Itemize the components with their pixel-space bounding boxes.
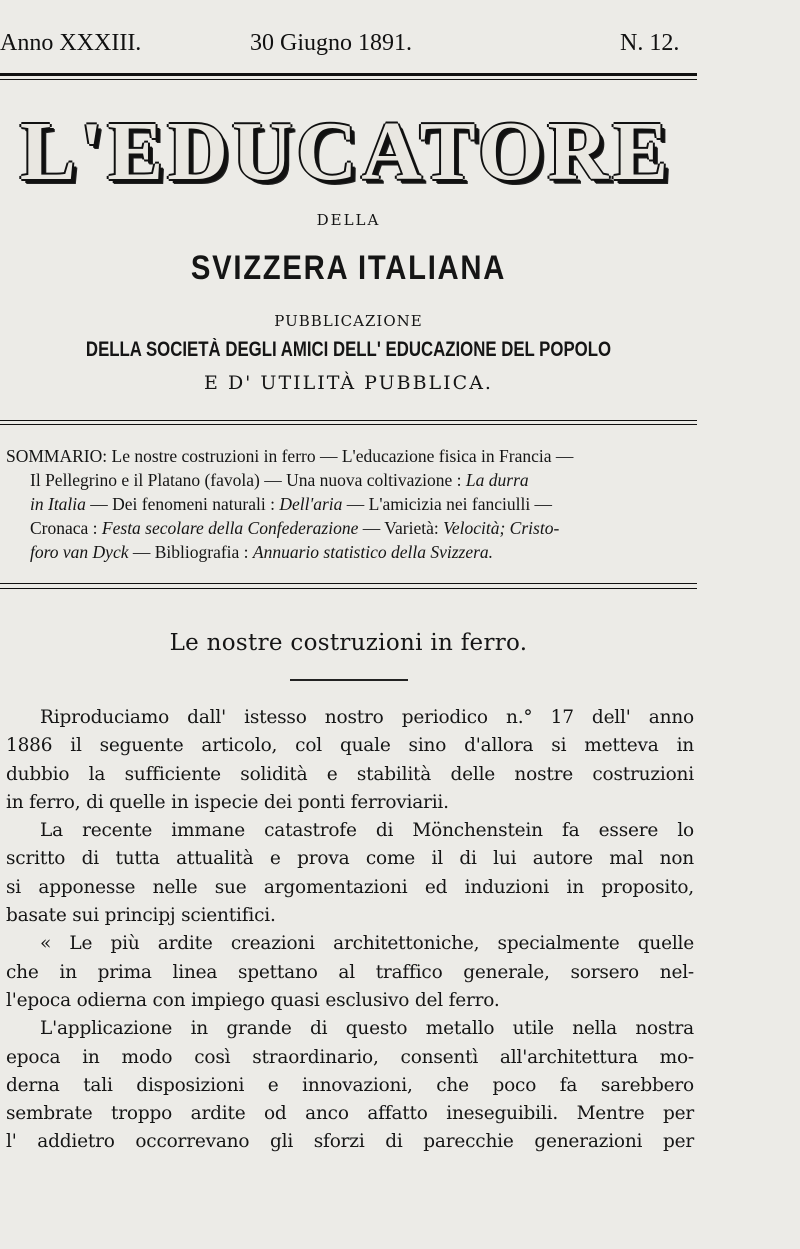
article-body: [6, 704, 694, 1157]
paragraph-line: che in prima linea spettano al traffico generale, sorsero nel-: [6, 961, 694, 983]
summary-block: [6, 444, 694, 564]
paragraph-line: in ferro, di quelle in ispecie dei ponti ferroviarii.: [6, 791, 449, 813]
paragraph-line: Riproduciamo dall' istesso nostro periodico n.° 17 dell' anno: [40, 707, 694, 728]
masthead-della: DELLA: [316, 211, 381, 229]
paragraph-line: « Le più ardite creazioni architettoniche, specialmente quelle: [40, 933, 694, 955]
paragraph-line: si apponesse nelle sue argomentazioni ed induzioni in proposito,: [6, 876, 694, 898]
paragraph-line: l'epoca odierna con impiego quasi esclusivo del ferro.: [6, 989, 500, 1011]
summary-rule-1: [0, 583, 697, 584]
paragraph-line: basate sui principj scientifici.: [6, 905, 276, 927]
paragraph-line: 1886 il seguente articolo, col quale sino d'allora si metteva in: [6, 735, 694, 757]
paragraph-line: derna tali disposizioni e innovazioni, che poco fa sarebbero: [6, 1074, 694, 1096]
summary-line-3: in Italia — Dei fenomeni naturali : Dell'aria — L'amicizia nei fanciulli —: [30, 494, 553, 514]
summary-line-2: Il Pellegrino e il Platano (favola) — Una nuova coltivazione : La durra: [30, 470, 529, 490]
paragraph-line: L'applicazione in grande di questo metallo utile nella nostra: [40, 1018, 694, 1040]
header-rule-bottom: [0, 79, 697, 80]
masthead-society: DELLA SOCIETÀ DEGLI AMICI DELL' EDUCAZIONE DEL POPOLO: [85, 338, 612, 361]
paragraph-line: epoca in modo così straordinario, consentì all'architettura mo-: [6, 1046, 694, 1068]
issue-header: [0, 30, 800, 60]
paragraph-line: dubbio la sufficiente solidità e stabilità delle nostre costruzioni: [6, 763, 694, 785]
masthead-pubblicazione: PUBBLICAZIONE: [274, 312, 423, 330]
paragraph-line: sembrate troppo ardite od anco affatto ineseguibili. Mentre per: [6, 1103, 694, 1125]
title-divider: [290, 679, 408, 681]
masthead-subtitle: SVIZZERA ITALIANA: [190, 249, 507, 287]
issue-date: 30 Giugno 1891.: [250, 30, 412, 56]
paragraph-line: scritto di tutta attualità e prova come il di lui autore mal non: [6, 848, 694, 870]
year-label: Anno XXXIII.: [0, 30, 142, 56]
article-title: Le nostre costruzioni in ferro.: [169, 630, 528, 656]
masthead-title: L'EDUCATORE: [19, 105, 673, 198]
paragraph-line: La recente immane catastrofe di Mönchenstein fa essere lo: [40, 820, 694, 842]
masthead-utility: E D' UTILITÀ PUBBLICA.: [204, 372, 493, 394]
summary-rule-2: [0, 588, 697, 589]
header-rule-top: [0, 73, 697, 76]
issue-number: N. 12.: [620, 30, 680, 56]
summary-line-1: SOMMARIO: Le nostre costruzioni in ferro — L'educazione fisica in Francia —: [6, 446, 574, 466]
summary-line-5: foro van Dyck — Bibliografia : Annuario statistico della Svizzera.: [30, 542, 494, 562]
masthead-rule-2: [0, 424, 697, 425]
summary-line-4: Cronaca : Festa secolare della Confederazione — Varietà: Velocità; Cristo-: [30, 518, 560, 538]
paragraph-line: l' addietro occorrevano gli sforzi di parecchie generazioni per: [6, 1131, 694, 1153]
masthead-rule-1: [0, 420, 697, 421]
